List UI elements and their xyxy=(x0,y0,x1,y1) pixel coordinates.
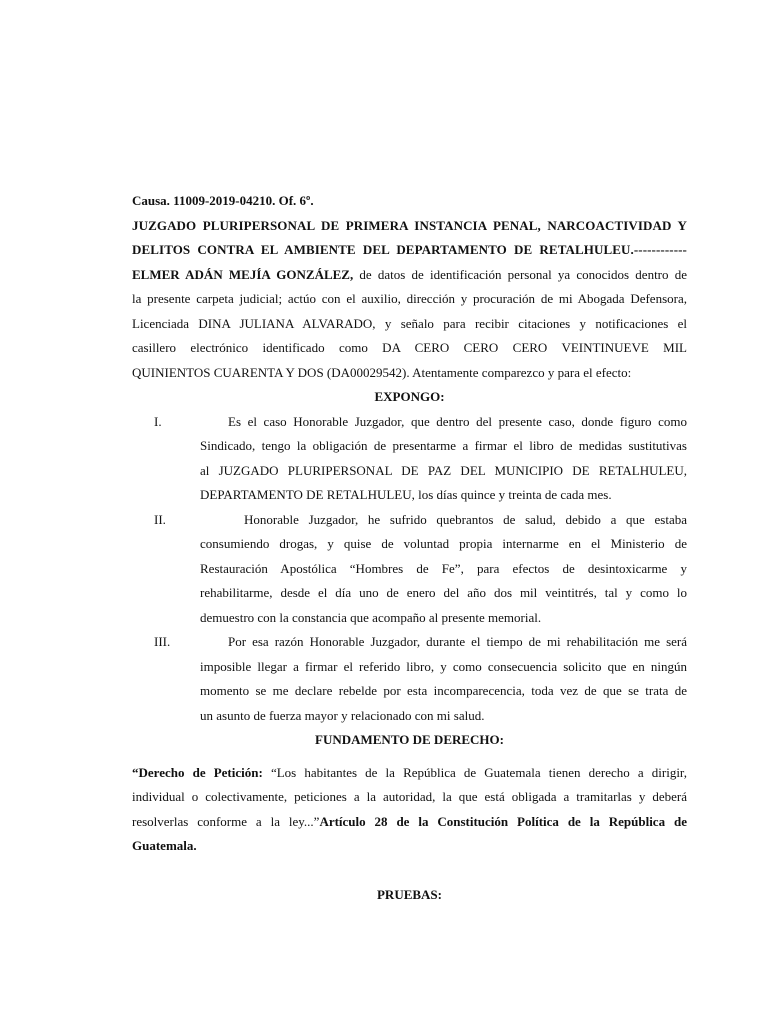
intro-line-1 xyxy=(132,263,687,288)
expongo-item-1 xyxy=(132,410,687,508)
item-line: Por esa razón Honorable Juzgador, durante el tiempo de mi rehabilitación me será xyxy=(228,634,687,649)
intro-line-3: Licenciada DINA JULIANA ALVARADO, y señalo para recibir citaciones y notificaciones el xyxy=(132,315,687,331)
item-line: Sindicado, tengo la obligación de presentarme a firmar el libro de medidas sustitutivas xyxy=(200,438,687,453)
item-line: momento se me declare rebelde por esta incomparecencia, toda vez de que se trata de xyxy=(200,683,687,698)
item-line: rehabilitarme, desde el día uno de enero del año dos mil veintitrés, tal y como lo xyxy=(200,585,687,600)
item-number: II. xyxy=(154,511,166,527)
item-line: Restauración Apostólica “Hombres de Fe”, para efectos de desintoxicarme y xyxy=(200,560,687,576)
fundamento-line-1 xyxy=(132,761,687,786)
article-reference: Artículo 28 de la Constitución Política de la República de xyxy=(319,813,687,829)
causa-number: Causa. 11009-2019-04210. Of. 6º. xyxy=(132,193,314,208)
expongo-heading: EXPONGO: xyxy=(374,389,445,404)
intro-line-5: QUINIENTOS CUARENTA Y DOS (DA00029542). Atentamente comparezco y para el efecto: xyxy=(132,364,632,380)
fundamento-line-3-text: resolverlas conforme a la ley...” xyxy=(132,813,320,829)
fundamento-line-1-text: “Los habitantes de la República de Guatemala tienen derecho a dirigir, xyxy=(262,764,687,780)
expongo-item-2 xyxy=(132,508,687,631)
item-number: III. xyxy=(154,634,171,649)
intro-line-2: la presente carpeta judicial; actúo con el auxilio, dirección y procuración de mi Abogada Defensora, xyxy=(132,291,687,306)
fundamento-line-4: Guatemala. xyxy=(132,838,197,853)
item-line: demuestro con la constancia que acompaño al presente memorial. xyxy=(200,609,542,625)
petitioner-name: ELMER ADÁN MEJÍA GONZÁLEZ, xyxy=(132,266,354,282)
intro-line-1-text: de datos de identificación personal ya conocidos dentro de xyxy=(353,266,687,282)
item-number: I. xyxy=(154,413,162,429)
item-line: imposible llegar a firmar el referido libro, y como consecuencia solicito que en ningún xyxy=(200,658,687,674)
item-line: Honorable Juzgador, he sufrido quebrantos de salud, debido a que estaba xyxy=(244,511,687,527)
pruebas-heading: PRUEBAS: xyxy=(376,886,442,902)
item-line: DEPARTAMENTO DE RETALHULEU, los días quince y treinta de cada mes. xyxy=(200,487,612,502)
fundamento-heading: FUNDAMENTO DE DERECHO: xyxy=(315,732,504,747)
expongo-item-3 xyxy=(132,630,687,728)
fundamento-line-3 xyxy=(132,810,687,835)
intro-line-4: casillero electrónico identificado como DA CERO CERO CERO VEINTINUEVE MIL xyxy=(132,340,687,355)
item-line: consumiendo drogas, y quise de voluntad propia internarme en el Ministerio de xyxy=(200,536,687,551)
item-line: al JUZGADO PLURIPERSONAL DE PAZ DEL MUNICIPIO DE RETALHULEU, xyxy=(200,462,687,478)
item-line: Es el caso Honorable Juzgador, que dentro del presente caso, donde figuro como xyxy=(228,413,687,429)
fundamento-line-2: individual o colectivamente, peticiones a la autoridad, la que está obligada a tramitarlas y deberá xyxy=(132,789,687,804)
document-page xyxy=(132,189,687,907)
court-name-line-2: DELITOS CONTRA EL AMBIENTE DEL DEPARTAMENTO DE RETALHULEU.------------ xyxy=(132,242,687,257)
court-name-line-1: JUZGADO PLURIPERSONAL DE PRIMERA INSTANCIA PENAL, NARCOACTIVIDAD Y xyxy=(132,217,687,233)
fundamento-label: “Derecho de Petición: xyxy=(132,764,263,780)
item-line: un asunto de fuerza mayor y relacionado con mi salud. xyxy=(200,707,485,723)
